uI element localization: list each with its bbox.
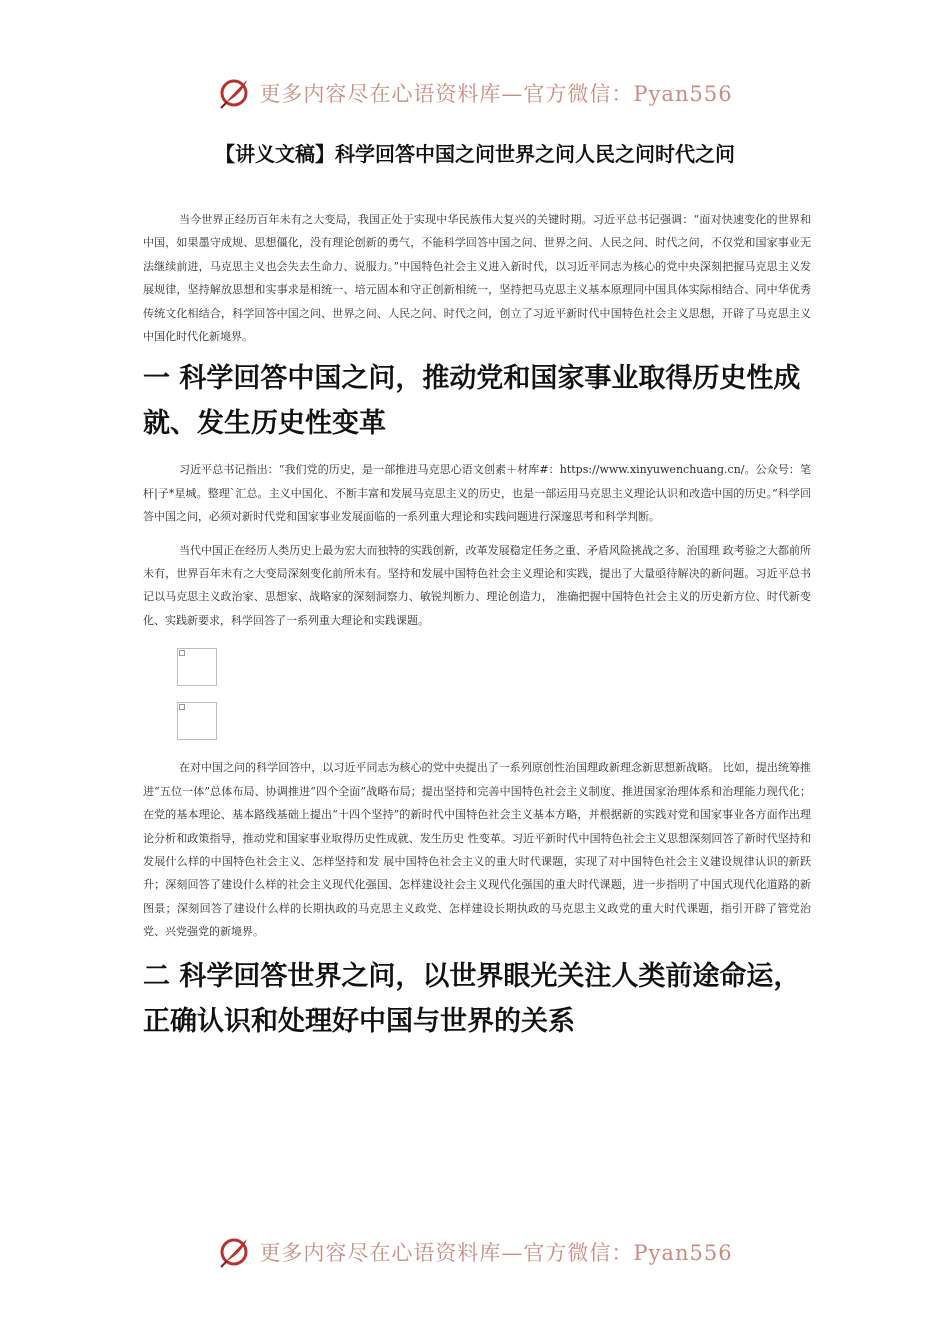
quill-logo-icon: [217, 76, 251, 110]
banner-text: 更多内容尽在心语资料库—官方微信：Pyan556: [259, 82, 733, 106]
quill-logo-icon: [217, 1235, 251, 1269]
banner-text: 更多内容尽在心语资料库—官方微信：Pyan556: [259, 1241, 733, 1265]
document-body: [143, 208, 811, 1056]
header-watermark-banner: [0, 68, 950, 118]
document-title: 【讲义文稿】科学回答中国之问世界之问人民之问时代之问: [215, 142, 735, 166]
footer-watermark-banner: [0, 1227, 950, 1277]
section-1-paragraph-2: 当代中国正在经历人类历史上最为宏大而独特的实践创新，改革发展稳定任务之重、矛盾风险挑战之多、治国理 政考验之大都前所未有，世界百年未有之大变局深刻变化前所未有。坚持和发展中国特色社会主义理论和实践，提出了大量亟待解决的新问题。习近平总书记以马克思主义政治家、思想家、战略家的深刻洞察力、敏锐判断力、理论创造力， 准确把握中国特色社会主义的历史新方位、时代新变化、实践新要求，科学回答了一系列重大理论和实践课题。: [143, 543, 811, 627]
broken-image-placeholder: [177, 648, 217, 686]
broken-image-placeholder: [177, 702, 217, 740]
section-1-heading: 一 科学回答中国之问，推动党和国家事业取得历史性成就、发生历史性变革: [143, 363, 801, 440]
intro-paragraph: 当今世界正经历百年未有之大变局，我国正处于实现中华民族伟大复兴的关键时期。习近平总书记强调：“面对快速变化的世界和中国，如果墨守成规、思想僵化，没有理论创新的勇气，不能科学回答中国之问、世界之问、人民之问、时代之问，不仅党和国家事业无法继续前进，马克思主义也会失去生命力、说服力。”中国特色社会主义进入新时代，以习近平同志为核心的党中央深刻把握马克思主义发展规律，坚持解放思想和实事求是相统一、培元固本和守正创新相统一，坚持把马克思主义基本原理同中国具体实际相结合、同中华优秀传统文化相结合，科学回答中国之问、世界之问、人民之问、时代之问，创立了习近平新时代中国特色社会主义思想，开辟了马克思主义中国化时代化新境界。: [143, 213, 811, 344]
image-placeholders: [143, 642, 811, 740]
section-1-paragraph-1: 习近平总书记指出：“我们党的历史，是一部推进马克思心语文创素＋材库#：https://www.xinyuwenchuang.cn/。公众号：笔杆|子*星城。整理`汇总。主义中国化、不断丰富和发展马克思主义的历史，也是一部运用马克思主义理论认识和改造中国的历史。”科学回答中国之问，必须对新时代党和国家事业发展面临的一系列重大理论和实践问题进行深邃思考和科学判断。: [143, 463, 811, 524]
section-1-paragraph-3: 在对中国之问的科学回答中，以习近平同志为核心的党中央提出了一系列原创性治国理政新理念新思想新战略。 比如，提出统筹推进“五位一体”总体布局、协调推进“四个全面”战略布局；提出坚持和完善中国特色社会主义制度、推进国家治理体系和治理能力现代化；在党的基本理论、基本路线基础上提出“十四个坚持”的新时代中国特色社会主义基本方略，并根据新的实践对党和国家事业各方面作出理论分析和政策指导，推动党和国家事业取得历史性成就、发生历史 性变革。习近平新时代中国特色社会主义思想深刻回答了新时代坚持和发展什么样的中国特色社会主义、怎样坚持和发 展中国特色社会主义的重大时代课题，实现了对中国特色社会主义建设规律认识的新跃升；深刻回答了建设什么样的社会主义现代化强国、怎样建设社会主义现代化强国的重大时代课题，进一步指明了中国式现代化道路的新图景；深刻回答了建设什么样的长期执政的马克思主义政党、怎样建设长期执政的马克思主义政党的重大时代课题，指引开辟了管党治党、兴党强党的新境界。: [143, 761, 811, 939]
section-2-heading: 二 科学回答世界之问，以世界眼光关注人类前途命运，正确认识和处理好中国与世界的关系: [143, 960, 801, 1037]
